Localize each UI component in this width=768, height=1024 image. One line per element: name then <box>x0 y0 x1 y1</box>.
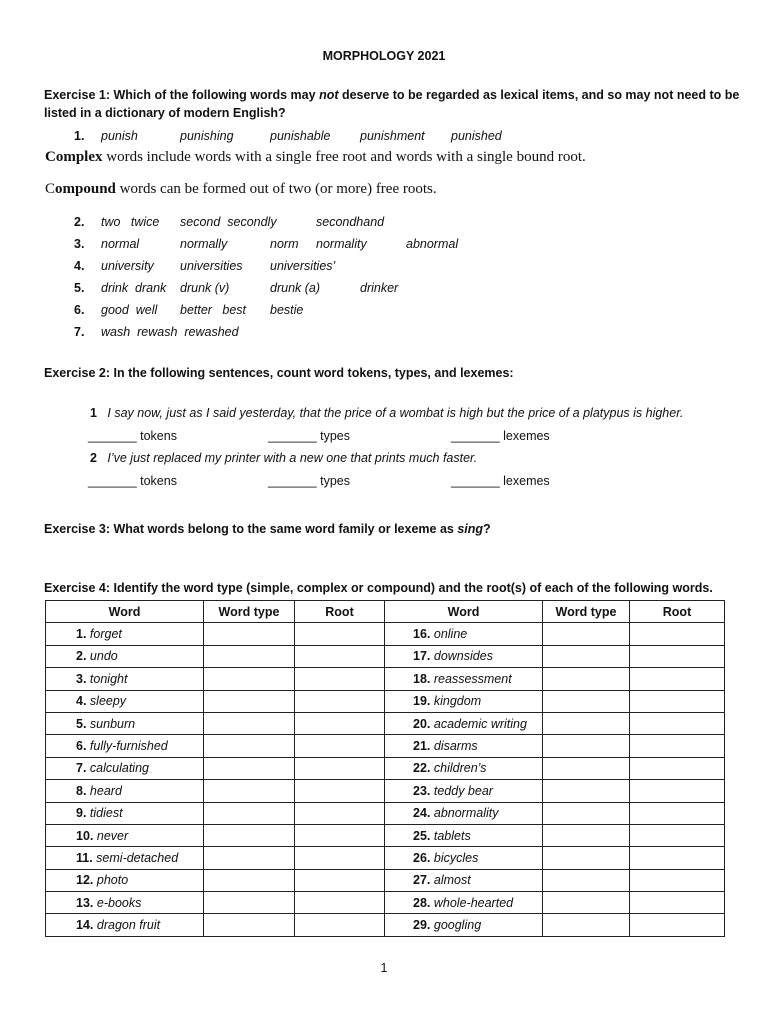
table-row <box>46 892 725 914</box>
word-number: 1. <box>76 627 87 642</box>
word-text: kingdom <box>433 694 482 709</box>
word-text: academic writing <box>433 716 527 731</box>
word-type-cell[interactable] <box>204 847 295 869</box>
word-number: 2. <box>76 649 87 664</box>
word-cell <box>385 712 543 734</box>
word-number: 12. <box>76 873 94 888</box>
word-text: forget <box>89 627 122 642</box>
word-cell <box>385 780 543 802</box>
item-word: bestie <box>270 303 304 317</box>
root-cell[interactable] <box>295 735 385 757</box>
word-type-cell[interactable] <box>204 802 295 824</box>
table-row <box>46 668 725 690</box>
root-cell[interactable] <box>295 780 385 802</box>
word-number: 10. <box>76 828 94 843</box>
exercise3-q-end: ? <box>483 522 491 536</box>
item-word: normally <box>180 237 228 251</box>
root-cell[interactable] <box>295 802 385 824</box>
item-word: abnormal <box>406 237 459 251</box>
word-number: 9. <box>76 806 87 821</box>
word-cell <box>385 623 543 645</box>
column-header: Word <box>46 601 204 623</box>
word-cell <box>46 914 204 936</box>
word-type-cell[interactable] <box>204 824 295 846</box>
exercise4-question: Exercise 4: Identify the word type (simple, complex or compound) and the root(s) of each of the following words. <box>44 581 713 595</box>
word-number: 25. <box>413 828 431 843</box>
word-cell <box>46 690 204 712</box>
item1-word: punishing <box>180 129 234 143</box>
word-number: 3. <box>76 671 87 686</box>
word-number: 6. <box>76 739 87 754</box>
exercise1-q-not: not <box>319 88 339 102</box>
word-cell <box>385 757 543 779</box>
word-type-cell[interactable] <box>543 645 630 667</box>
word-text: bicycles <box>433 850 479 865</box>
exercise3-q-italic: sing <box>457 522 484 536</box>
root-cell[interactable] <box>630 735 725 757</box>
word-number: 17. <box>413 649 431 664</box>
root-cell[interactable] <box>295 645 385 667</box>
word-type-cell[interactable] <box>543 690 630 712</box>
word-text: disarms <box>433 739 478 754</box>
exercise3-q-part1: Exercise 3: What words belong to the same word family or lexeme as <box>44 522 458 536</box>
word-cell <box>46 735 204 757</box>
item-number: 6. <box>74 303 85 317</box>
word-type-cell[interactable] <box>543 668 630 690</box>
word-number: 28. <box>413 895 431 910</box>
column-header: Word type <box>543 601 630 623</box>
item-number: 5. <box>74 281 85 295</box>
root-cell[interactable] <box>630 623 725 645</box>
root-cell[interactable] <box>630 869 725 891</box>
word-type-cell[interactable] <box>543 869 630 891</box>
root-cell[interactable] <box>630 690 725 712</box>
word-type-cell[interactable] <box>543 847 630 869</box>
word-text: tonight <box>89 671 128 686</box>
word-number: 22. <box>413 761 431 776</box>
word-text: tablets <box>433 828 471 843</box>
root-cell[interactable] <box>295 757 385 779</box>
tokens-blank[interactable]: _______ tokens <box>88 429 177 443</box>
root-cell[interactable] <box>630 847 725 869</box>
word-number: 24. <box>413 806 431 821</box>
sentence-text: I say now, just as I said yesterday, that the price of a wombat is high but the price of a platypus is higher. <box>107 406 684 420</box>
word-type-cell[interactable] <box>543 892 630 914</box>
word-text: semi-detached <box>96 850 179 865</box>
word-cell <box>385 847 543 869</box>
word-number: 29. <box>413 918 431 933</box>
sentence1 <box>90 406 683 420</box>
table-row <box>46 623 725 645</box>
word-cell <box>385 735 543 757</box>
word-type-cell[interactable] <box>204 780 295 802</box>
word-number: 21. <box>413 739 431 754</box>
word-text: abnormality <box>433 806 499 821</box>
word-number: 14. <box>76 918 94 933</box>
word-type-cell[interactable] <box>204 712 295 734</box>
table-row <box>46 824 725 846</box>
word-cell <box>46 847 204 869</box>
types-blank[interactable]: _______ types <box>268 474 351 488</box>
item-word: second secondly <box>180 215 277 229</box>
word-number: 26. <box>413 850 431 865</box>
sentence-number: 1 <box>90 406 97 420</box>
exercise1-question-line1 <box>44 88 739 102</box>
item-word: good well <box>101 303 158 317</box>
word-type-cell[interactable] <box>204 757 295 779</box>
word-number: 11. <box>76 850 93 865</box>
item-word: normal <box>101 237 140 251</box>
root-cell[interactable] <box>630 824 725 846</box>
item-number: 2. <box>74 215 85 229</box>
word-cell <box>385 892 543 914</box>
table-row <box>46 757 725 779</box>
word-cell <box>46 824 204 846</box>
compound-term: ompound <box>55 181 116 197</box>
root-cell[interactable] <box>630 712 725 734</box>
column-header: Word type <box>204 601 295 623</box>
types-blank[interactable]: _______ types <box>268 429 351 443</box>
table-row <box>46 914 725 936</box>
word-cell <box>385 869 543 891</box>
item-number: 4. <box>74 259 85 273</box>
page-title: MORPHOLOGY 2021 <box>322 49 446 63</box>
root-cell[interactable] <box>630 914 725 936</box>
word-number: 27. <box>413 873 431 888</box>
item-number: 3. <box>74 237 85 251</box>
item-word: better best <box>180 303 247 317</box>
word-number: 8. <box>76 783 87 798</box>
item-word: drunk (a) <box>270 281 321 295</box>
root-cell[interactable] <box>295 824 385 846</box>
table-row <box>46 780 725 802</box>
exercise1-q-part1: Exercise 1: Which of the following words may <box>44 88 320 102</box>
word-cell <box>46 645 204 667</box>
complex-definition <box>45 149 586 166</box>
lexemes-blank[interactable]: _______ lexemes <box>451 474 550 488</box>
column-header: Root <box>295 601 385 623</box>
sentence-text: I’ve just replaced my printer with a new one that prints much faster. <box>107 451 478 465</box>
word-type-cell[interactable] <box>543 757 630 779</box>
word-type-cell[interactable] <box>543 802 630 824</box>
item-number: 7. <box>74 325 85 339</box>
word-cell <box>46 712 204 734</box>
word-number: 7. <box>76 761 87 776</box>
item-word: drinker <box>360 281 399 295</box>
word-text: undo <box>89 649 118 664</box>
word-type-cell[interactable] <box>204 668 295 690</box>
complex-text: words include words with a single free root and words with a single bound root. <box>102 149 586 165</box>
table-row <box>46 802 725 824</box>
table-row <box>46 869 725 891</box>
compound-text: words can be formed out of two (or more) free roots. <box>115 181 437 197</box>
word-text: tidiest <box>89 806 123 821</box>
word-number: 13. <box>76 895 94 910</box>
word-type-table <box>45 600 725 937</box>
word-number: 18. <box>413 671 431 686</box>
root-cell[interactable] <box>295 869 385 891</box>
word-cell <box>385 645 543 667</box>
word-text: heard <box>89 783 122 798</box>
word-type-cell[interactable] <box>543 735 630 757</box>
item-number: 1. <box>74 129 85 143</box>
root-cell[interactable] <box>295 623 385 645</box>
word-cell <box>46 802 204 824</box>
word-number: 5. <box>76 716 87 731</box>
word-cell <box>385 802 543 824</box>
column-header: Word <box>385 601 543 623</box>
item1-word: punishable <box>270 129 331 143</box>
word-number: 23. <box>413 783 431 798</box>
word-cell <box>385 914 543 936</box>
item-word: universities’ <box>270 259 336 273</box>
item-word: normality <box>316 237 367 251</box>
item-word: secondhand <box>316 215 385 229</box>
root-cell[interactable] <box>630 892 725 914</box>
compound-definition <box>45 181 437 198</box>
word-type-cell[interactable] <box>543 824 630 846</box>
word-type-cell[interactable] <box>543 623 630 645</box>
word-cell <box>46 757 204 779</box>
root-cell[interactable] <box>630 780 725 802</box>
word-type-cell[interactable] <box>204 869 295 891</box>
table-row <box>46 645 725 667</box>
root-cell[interactable] <box>630 757 725 779</box>
root-cell[interactable] <box>295 847 385 869</box>
word-text: photo <box>96 873 129 888</box>
word-type-cell[interactable] <box>204 735 295 757</box>
table-row <box>46 690 725 712</box>
sentence2 <box>90 451 477 465</box>
table-row <box>46 712 725 734</box>
word-number: 4. <box>76 694 87 709</box>
item-word: norm <box>270 237 299 251</box>
word-text: online <box>433 627 468 642</box>
column-header: Root <box>630 601 725 623</box>
lexemes-blank[interactable]: _______ lexemes <box>451 429 550 443</box>
word-type-cell[interactable] <box>543 914 630 936</box>
item-word: drink drank <box>101 281 167 295</box>
word-type-cell[interactable] <box>204 892 295 914</box>
word-text: dragon fruit <box>96 918 161 933</box>
exercise2-question: Exercise 2: In the following sentences, count word tokens, types, and lexemes: <box>44 366 514 380</box>
root-cell[interactable] <box>295 892 385 914</box>
root-cell[interactable] <box>295 668 385 690</box>
item1-word: punishment <box>360 129 425 143</box>
word-text: fully-furnished <box>89 739 168 754</box>
complex-term: Complex <box>45 149 103 165</box>
root-cell[interactable] <box>630 668 725 690</box>
item-word: universities <box>180 259 243 273</box>
item-word: wash rewash rewashed <box>101 325 239 339</box>
exercise1-question-line2: listed in a dictionary of modern English? <box>44 106 286 120</box>
word-text: children’s <box>433 761 487 776</box>
compound-initial: C <box>45 181 56 197</box>
word-type-cell[interactable] <box>204 623 295 645</box>
word-text: whole-hearted <box>433 895 514 910</box>
word-cell <box>385 690 543 712</box>
item-word: university <box>101 259 154 273</box>
word-type-cell[interactable] <box>543 712 630 734</box>
root-cell[interactable] <box>630 645 725 667</box>
word-text: almost <box>433 873 471 888</box>
item-word: two twice <box>101 215 160 229</box>
word-cell <box>46 668 204 690</box>
word-text: downsides <box>433 649 493 664</box>
tokens-blank[interactable]: _______ tokens <box>88 474 177 488</box>
table-row <box>46 735 725 757</box>
word-type-cell[interactable] <box>204 690 295 712</box>
item-word: drunk (v) <box>180 281 230 295</box>
word-text: never <box>96 828 129 843</box>
word-type-cell[interactable] <box>204 645 295 667</box>
root-cell[interactable] <box>295 914 385 936</box>
word-type-cell[interactable] <box>204 914 295 936</box>
word-cell <box>46 892 204 914</box>
word-cell <box>385 668 543 690</box>
table-row <box>46 847 725 869</box>
word-text: calculating <box>89 761 149 776</box>
exercise1-q-part2: deserve to be regarded as lexical items, and so may not need to be <box>338 88 740 102</box>
root-cell[interactable] <box>630 802 725 824</box>
root-cell[interactable] <box>295 712 385 734</box>
sentence-number: 2 <box>90 451 97 465</box>
word-text: e-books <box>96 895 142 910</box>
word-cell <box>46 780 204 802</box>
word-text: reassessment <box>433 671 512 686</box>
word-text: teddy bear <box>433 783 493 798</box>
word-cell <box>46 623 204 645</box>
word-number: 19. <box>413 694 431 709</box>
root-cell[interactable] <box>295 690 385 712</box>
word-text: sunburn <box>89 716 136 731</box>
item1-word: punish <box>101 129 138 143</box>
item1-word: punished <box>451 129 502 143</box>
page-number: 1 <box>380 961 388 975</box>
word-text: googling <box>433 918 482 933</box>
word-cell <box>385 824 543 846</box>
table-header-row <box>46 601 725 623</box>
word-text: sleepy <box>89 694 127 709</box>
word-type-cell[interactable] <box>543 780 630 802</box>
word-number: 20. <box>413 716 431 731</box>
word-cell <box>46 869 204 891</box>
word-number: 16. <box>413 627 431 642</box>
exercise3-question <box>44 522 491 536</box>
